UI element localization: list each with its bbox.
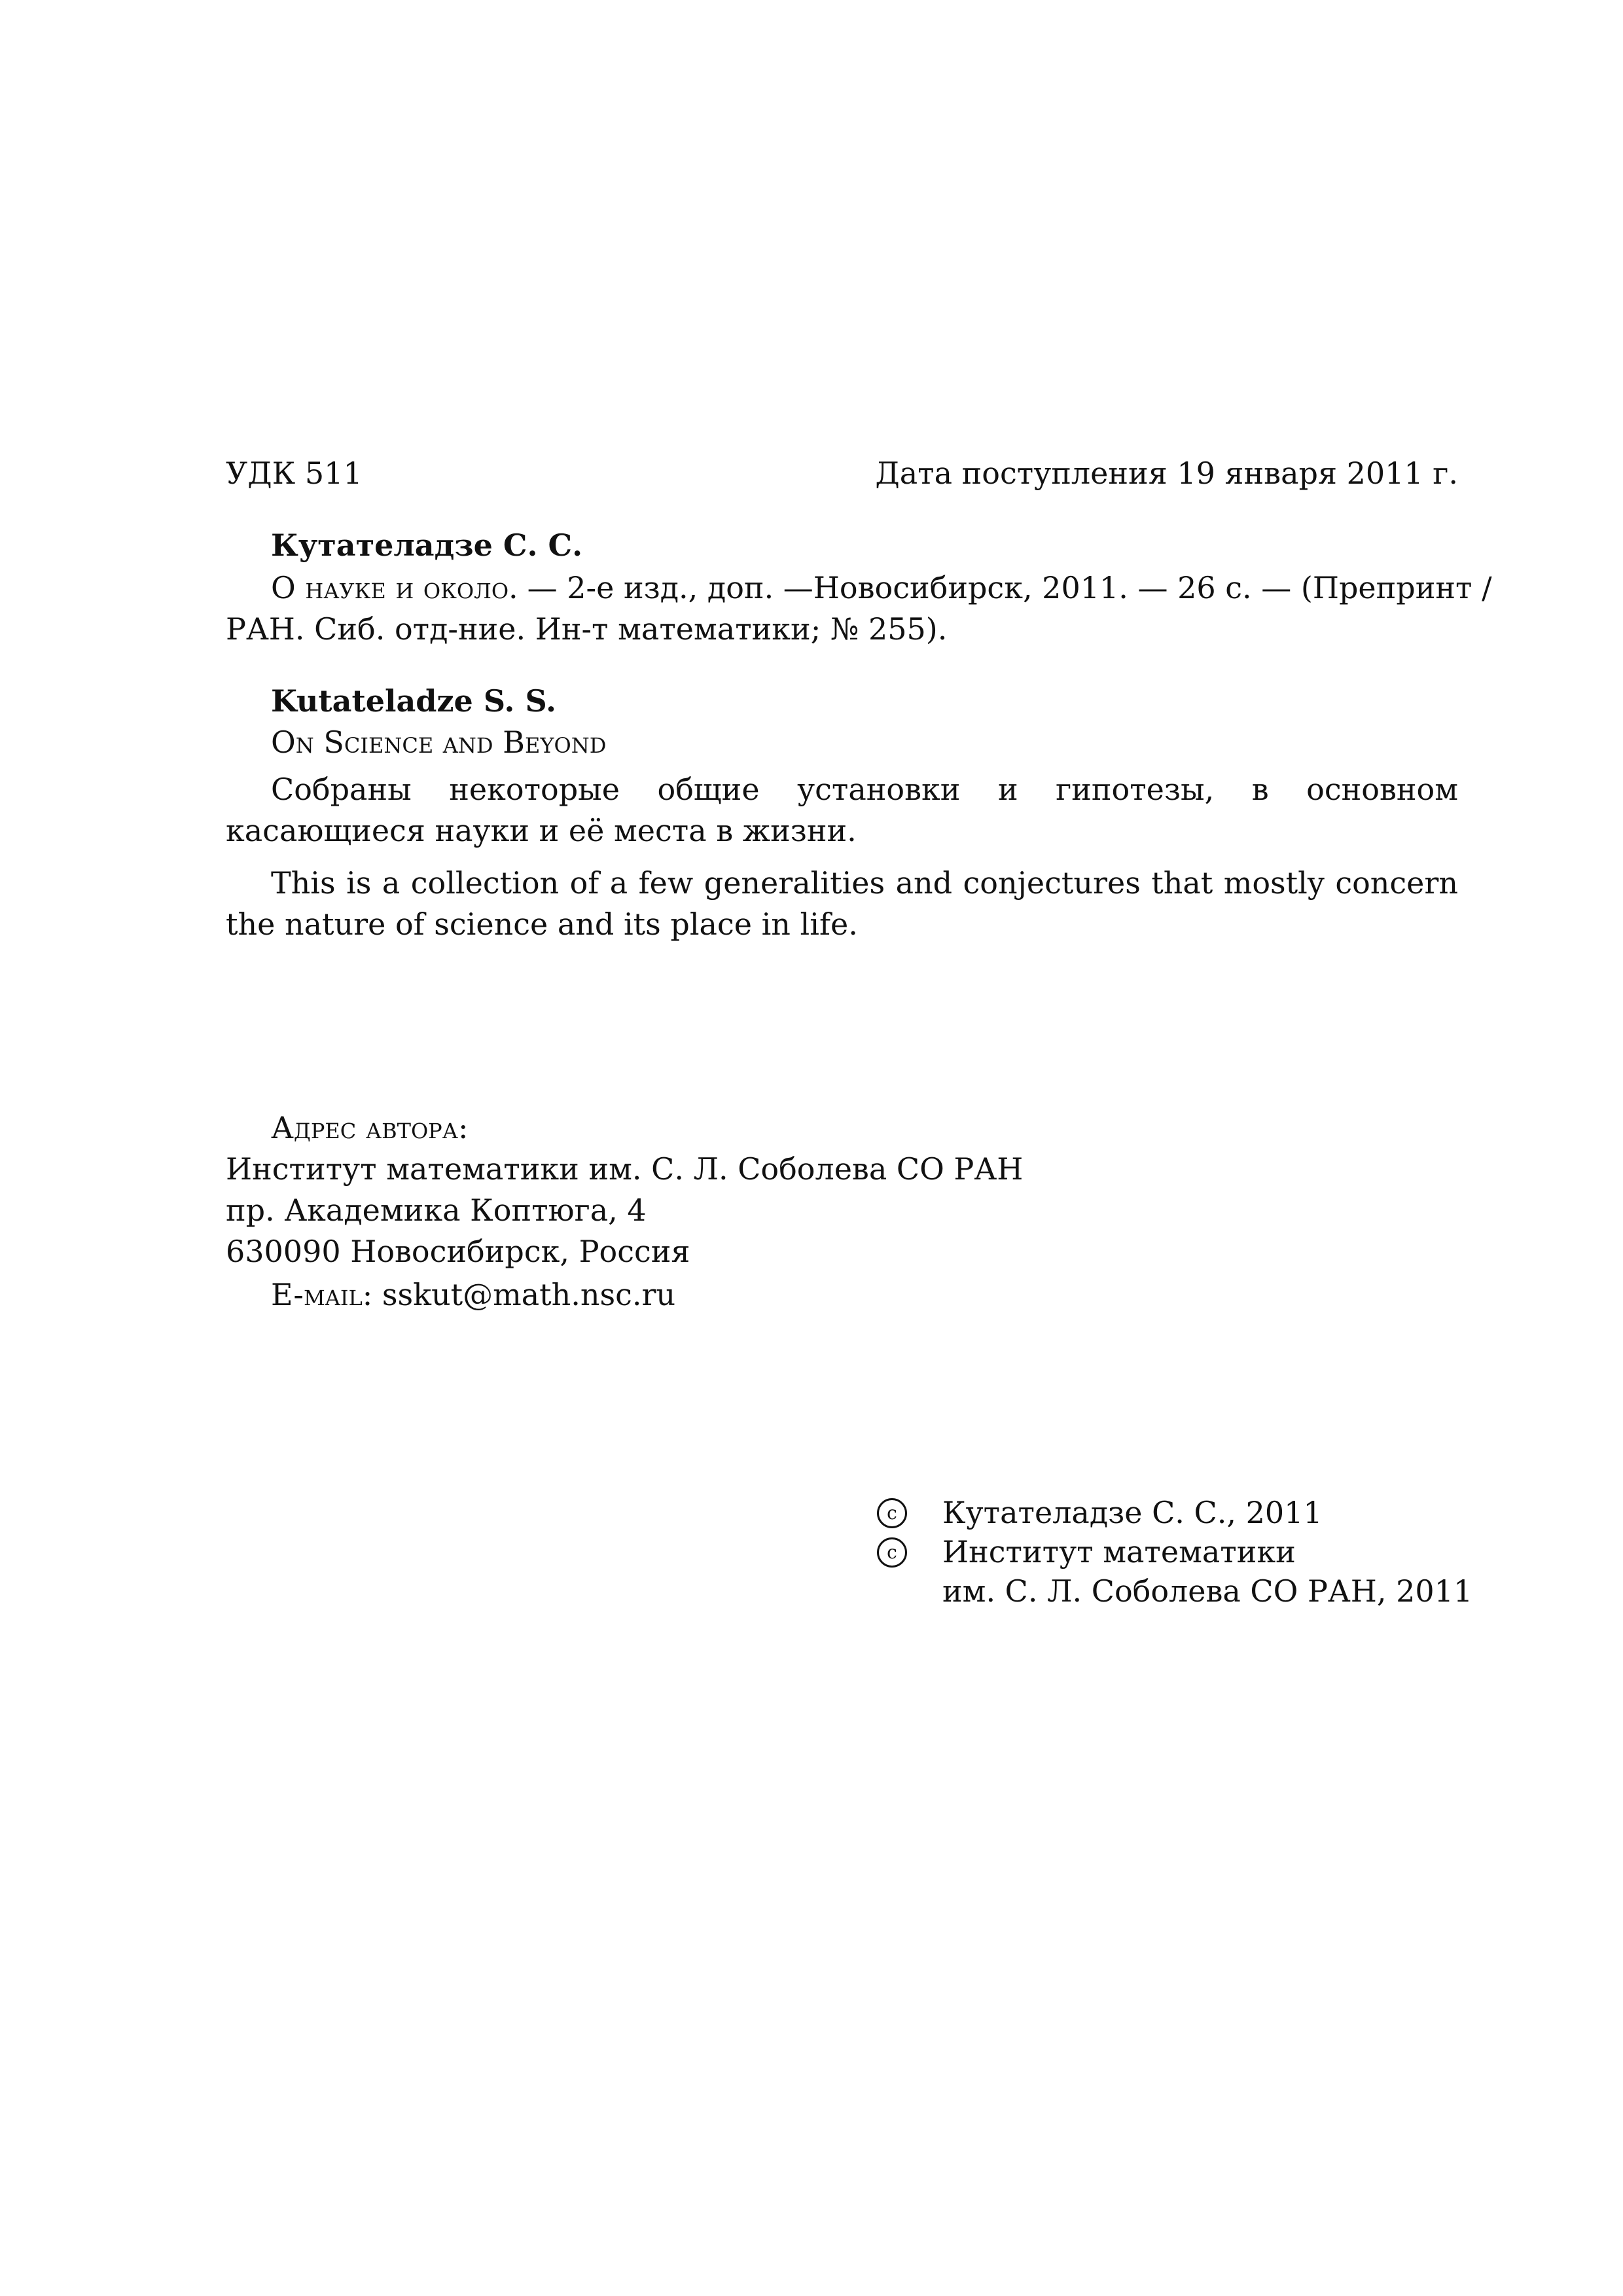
abstract-ru: Собраны некоторые общие установки и гипотезы, в основном касающиеся науки и её места в жизни. [226,772,1458,848]
ru-author: Кутателадзе С. С. [271,528,583,563]
copyright-holder-1: Кутателадзе С. С., 2011 [942,1495,1323,1530]
address-line3: 630090 Новосибирск, Россия [226,1234,690,1269]
copyright-row-2 [877,1535,907,1568]
copyright-icon: c [877,1498,907,1528]
copyright-row-1 [877,1496,907,1528]
en-title: On Science and Beyond [271,725,607,760]
en-author: Kutateladze S. S. [271,683,557,719]
abstract-en: This is a collection of a few generalities and conjectures that mostly concern the nature of science and its place in life. [226,865,1458,942]
address-heading: Адрес автора: [271,1110,469,1145]
copyright-holder-2-line1: Институт математики [942,1534,1296,1570]
email-label: E-mail: [271,1277,373,1312]
ru-details-part: — 2-е изд., доп. —Новосибирск, 2011. — 26 с. — (Препринт / [527,570,1492,605]
udc-code: УДК 511 [226,456,363,491]
ru-details-line1 [271,570,1492,605]
received-date: Дата поступления 19 января 2011 г. [875,456,1458,491]
copyright-icon: c [877,1537,907,1568]
email-address[interactable]: sskut@math.nsc.ru [382,1277,676,1312]
email-row [271,1277,676,1312]
ru-details-line2: РАН. Сиб. отд-ние. Ин-т математики; № 255). [226,611,948,647]
address-line1: Институт математики им. С. Л. Соболева СО РАН [226,1151,1024,1187]
ru-title: О науке и около. [271,570,518,605]
ru-details-text [518,570,1492,605]
address-line2: пр. Академика Коптюга, 4 [226,1193,647,1228]
copyright-holder-2-line2: им. С. Л. Соболева СО РАН, 2011 [942,1573,1473,1609]
